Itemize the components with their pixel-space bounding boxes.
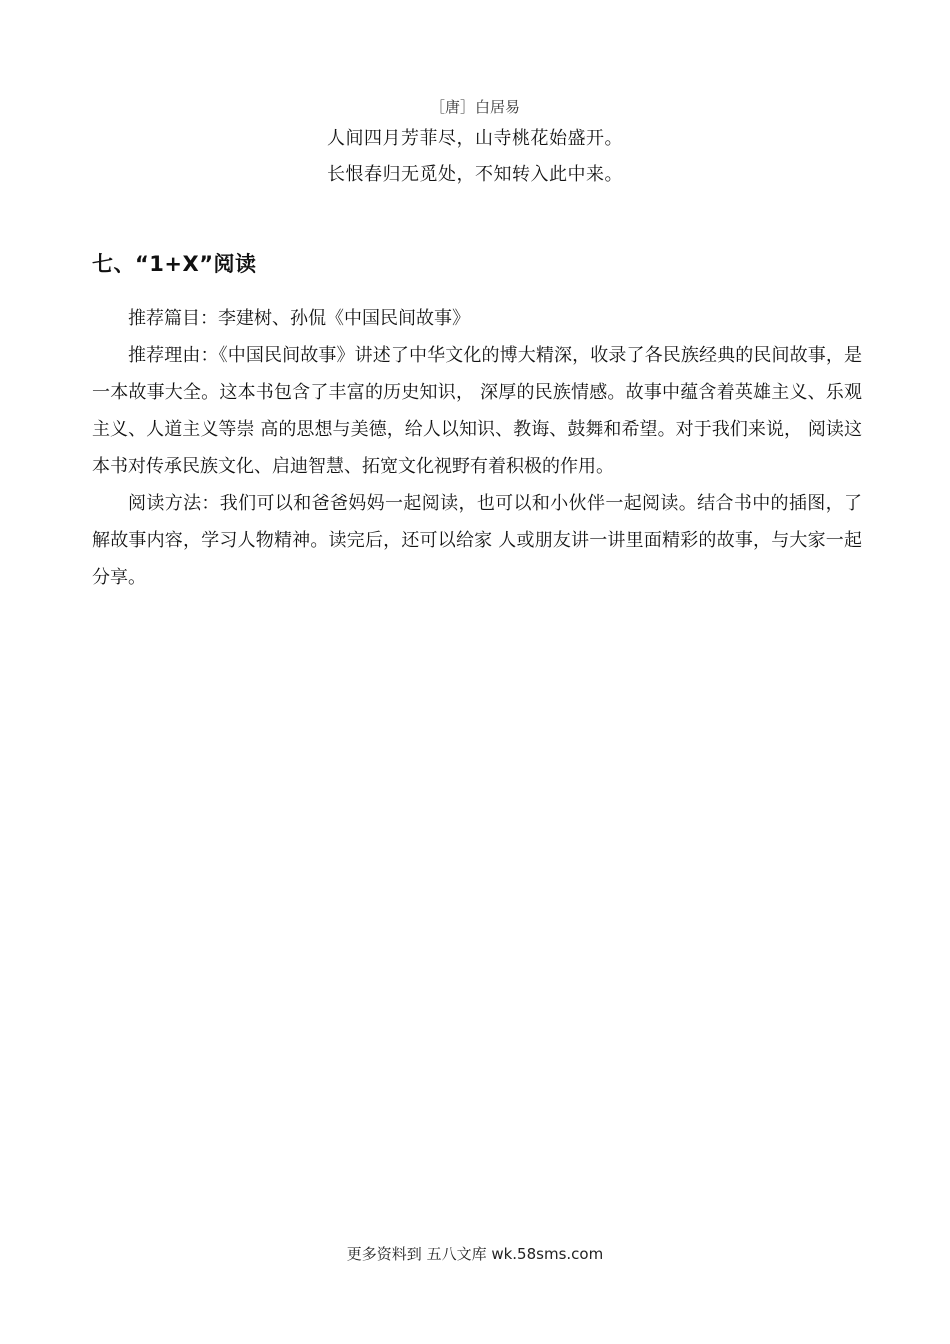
reading-method-paragraph: 阅读方法：我们可以和爸爸妈妈一起阅读，也可以和小伙伴一起阅读。结合书中的插图，了解故事内容，学习人物精神。读完后，还可以给家 人或朋友讲一讲里面精彩的故事，与大家一起分享。 (92, 493, 862, 588)
poem-block (0, 96, 950, 200)
recommended-title-paragraph: 推荐篇目：李建树、孙侃《中国民间故事》 (128, 308, 470, 329)
section-heading: 七、“1+X”阅读 (92, 252, 257, 276)
body-text (92, 300, 862, 596)
footer-watermark: 更多资料到 五八文库 wk.58sms.com (346, 1245, 604, 1263)
poem-author: ［唐］白居易 (429, 98, 520, 116)
poem-line-1: 人间四月芳菲尽，山寺桃花始盛开。 (327, 128, 623, 149)
recommendation-reason-paragraph: 推荐理由：《中国民间故事》讲述了中华文化的博大精深，收录了各民族经典的民间故事，是一本故事大全。这本书包含了丰富的历史知识， 深厚的民族情感。故事中蕴含着英雄主义、乐观主义、人道主义等崇 高的思想与美德，给人以知识、教诲、鼓舞和希望。对于我们来说， 阅读这本书对传承民族文化、启迪智慧、拓宽文化视野有着积极的作用。 (92, 345, 862, 477)
poem-line-2: 长恨春归无觅处，不知转入此中来。 (327, 164, 623, 185)
